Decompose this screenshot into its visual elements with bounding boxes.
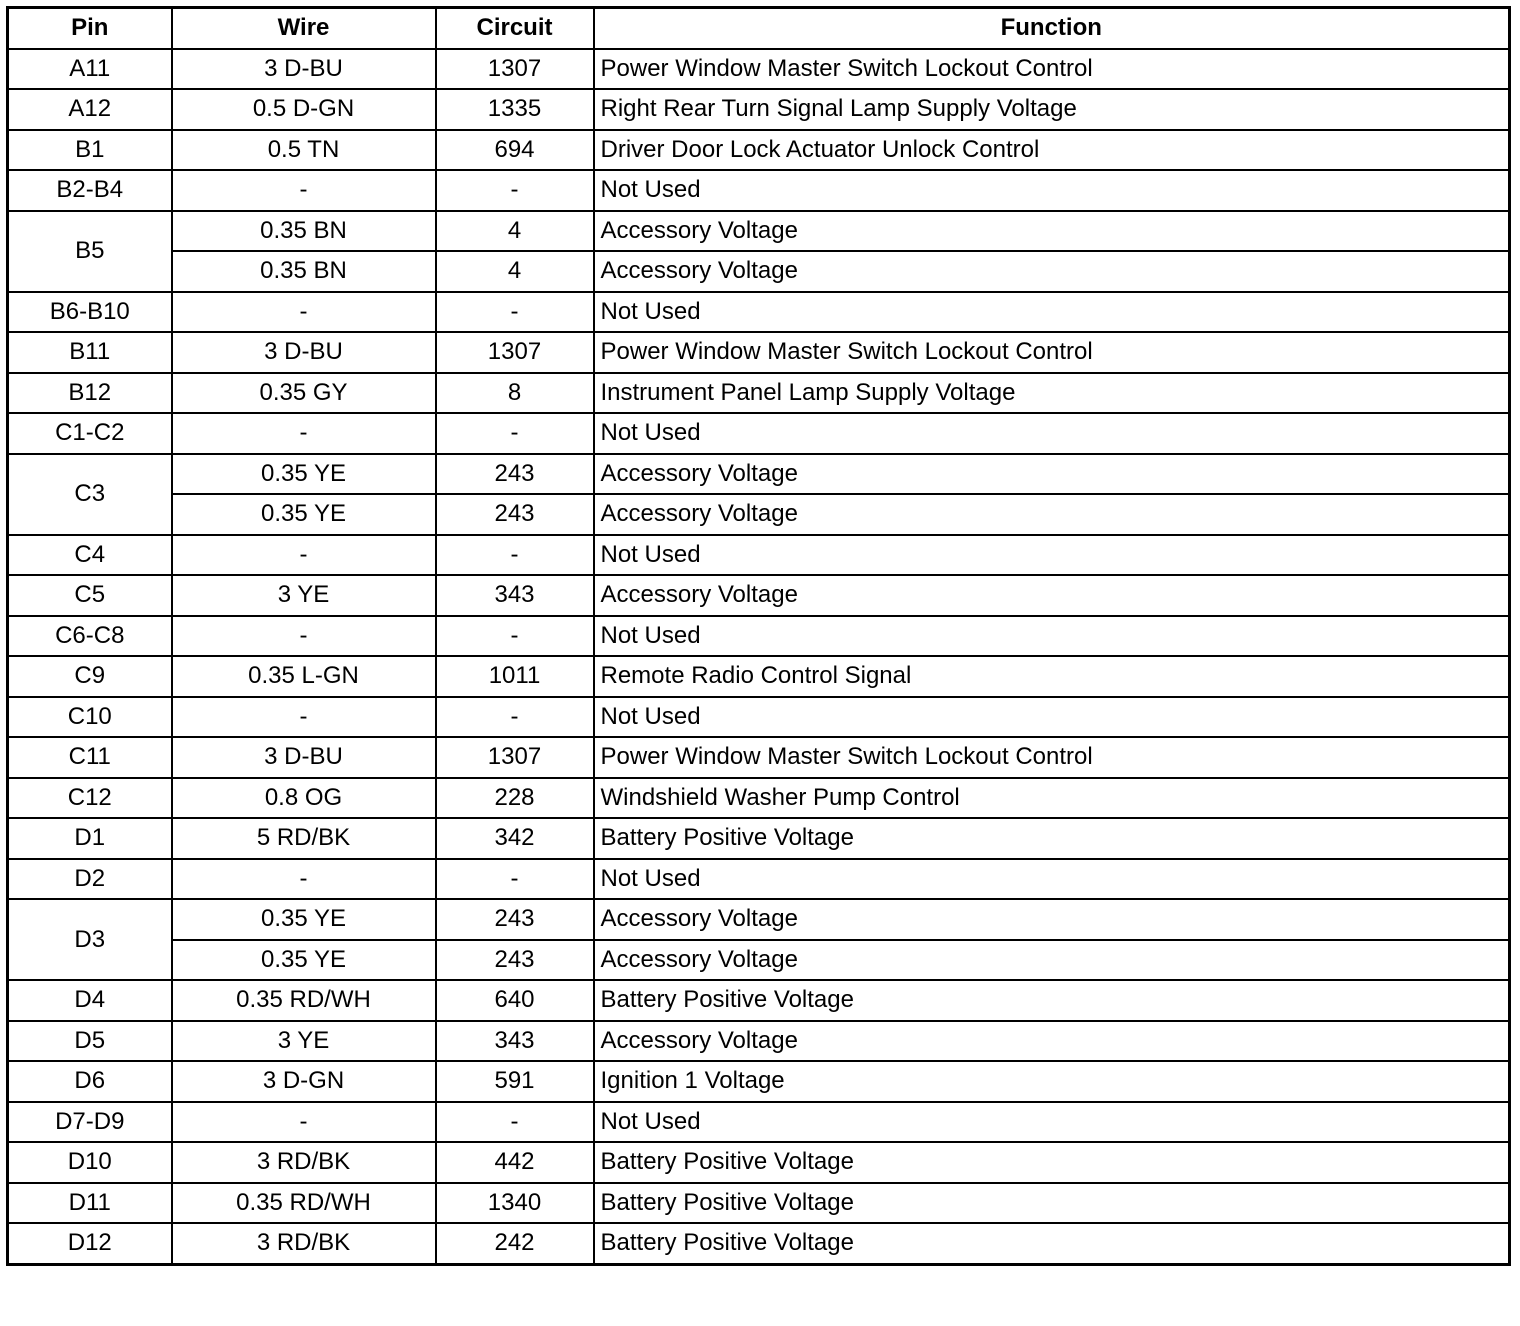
wire-cell: 0.35 YE	[172, 940, 436, 981]
circuit-cell: 243	[436, 899, 594, 940]
function-cell: Battery Positive Voltage	[594, 1142, 1510, 1183]
function-cell: Not Used	[594, 859, 1510, 900]
function-cell: Not Used	[594, 170, 1510, 211]
pin-cell: C10	[8, 697, 172, 738]
function-cell: Power Window Master Switch Lockout Control	[594, 332, 1510, 373]
pin-cell: D7-D9	[8, 1102, 172, 1143]
circuit-cell: -	[436, 859, 594, 900]
table-row	[8, 616, 1510, 657]
table-row	[8, 535, 1510, 576]
function-cell: Accessory Voltage	[594, 211, 1510, 252]
pin-cell: C1-C2	[8, 413, 172, 454]
table-row	[8, 575, 1510, 616]
circuit-cell: -	[436, 292, 594, 333]
circuit-cell: 228	[436, 778, 594, 819]
table-row	[8, 454, 1510, 495]
pin-cell: C5	[8, 575, 172, 616]
header-pin: Pin	[8, 8, 172, 49]
circuit-cell: 442	[436, 1142, 594, 1183]
table-row	[8, 1061, 1510, 1102]
pin-cell: A11	[8, 49, 172, 90]
circuit-cell: 1307	[436, 49, 594, 90]
wire-cell: 0.35 YE	[172, 899, 436, 940]
table-row	[8, 697, 1510, 738]
wire-cell: 0.35 GY	[172, 373, 436, 414]
wire-cell: 0.5 D-GN	[172, 89, 436, 130]
table-row	[8, 170, 1510, 211]
wire-cell: 3 D-BU	[172, 332, 436, 373]
wire-cell: 0.35 YE	[172, 494, 436, 535]
circuit-cell: -	[436, 535, 594, 576]
circuit-cell: 243	[436, 494, 594, 535]
table-row	[8, 332, 1510, 373]
wire-cell: -	[172, 616, 436, 657]
wire-cell: 3 D-GN	[172, 1061, 436, 1102]
function-cell: Accessory Voltage	[594, 1021, 1510, 1062]
table-row	[8, 818, 1510, 859]
function-cell: Right Rear Turn Signal Lamp Supply Voltage	[594, 89, 1510, 130]
table-row	[8, 1021, 1510, 1062]
table-row	[8, 656, 1510, 697]
pin-cell: D5	[8, 1021, 172, 1062]
pin-cell: D12	[8, 1223, 172, 1264]
wire-cell: 0.35 RD/WH	[172, 1183, 436, 1224]
pin-cell: D6	[8, 1061, 172, 1102]
wire-cell: -	[172, 413, 436, 454]
circuit-cell: 4	[436, 211, 594, 252]
wire-cell: 3 YE	[172, 575, 436, 616]
table-row	[8, 940, 1510, 981]
circuit-cell: 1307	[436, 332, 594, 373]
pin-cell: C6-C8	[8, 616, 172, 657]
function-cell: Battery Positive Voltage	[594, 980, 1510, 1021]
wire-cell: 0.35 BN	[172, 211, 436, 252]
function-cell: Accessory Voltage	[594, 251, 1510, 292]
table-row	[8, 1142, 1510, 1183]
function-cell: Instrument Panel Lamp Supply Voltage	[594, 373, 1510, 414]
wire-cell: 5 RD/BK	[172, 818, 436, 859]
function-cell: Accessory Voltage	[594, 575, 1510, 616]
pin-cell: B6-B10	[8, 292, 172, 333]
wire-cell: -	[172, 170, 436, 211]
circuit-cell: 640	[436, 980, 594, 1021]
function-cell: Accessory Voltage	[594, 494, 1510, 535]
function-cell: Accessory Voltage	[594, 454, 1510, 495]
wire-cell: -	[172, 292, 436, 333]
wire-cell: 0.5 TN	[172, 130, 436, 171]
circuit-cell: 243	[436, 940, 594, 981]
wire-cell: 0.8 OG	[172, 778, 436, 819]
table-row	[8, 1102, 1510, 1143]
function-cell: Battery Positive Voltage	[594, 1183, 1510, 1224]
pin-cell: D11	[8, 1183, 172, 1224]
pin-cell: C3	[8, 454, 172, 535]
table-row	[8, 292, 1510, 333]
function-cell: Not Used	[594, 535, 1510, 576]
circuit-cell: 4	[436, 251, 594, 292]
circuit-cell: 243	[436, 454, 594, 495]
function-cell: Accessory Voltage	[594, 899, 1510, 940]
wire-cell: -	[172, 859, 436, 900]
pin-cell: D4	[8, 980, 172, 1021]
header-circuit: Circuit	[436, 8, 594, 49]
table-row	[8, 49, 1510, 90]
table-row	[8, 899, 1510, 940]
function-cell: Not Used	[594, 1102, 1510, 1143]
function-cell: Ignition 1 Voltage	[594, 1061, 1510, 1102]
circuit-cell: 1011	[436, 656, 594, 697]
pin-cell: D10	[8, 1142, 172, 1183]
function-cell: Not Used	[594, 413, 1510, 454]
header-function: Function	[594, 8, 1510, 49]
function-cell: Power Window Master Switch Lockout Control	[594, 49, 1510, 90]
circuit-cell: 343	[436, 575, 594, 616]
circuit-cell: -	[436, 1102, 594, 1143]
table-row	[8, 494, 1510, 535]
function-cell: Battery Positive Voltage	[594, 818, 1510, 859]
wire-cell: -	[172, 697, 436, 738]
table-row	[8, 373, 1510, 414]
circuit-cell: -	[436, 413, 594, 454]
function-cell: Accessory Voltage	[594, 940, 1510, 981]
function-cell: Not Used	[594, 292, 1510, 333]
wire-cell: 3 RD/BK	[172, 1223, 436, 1264]
circuit-cell: 591	[436, 1061, 594, 1102]
pin-cell: C11	[8, 737, 172, 778]
circuit-cell: 8	[436, 373, 594, 414]
function-cell: Driver Door Lock Actuator Unlock Control	[594, 130, 1510, 171]
pin-cell: B11	[8, 332, 172, 373]
pin-cell: C4	[8, 535, 172, 576]
wire-cell: 3 RD/BK	[172, 1142, 436, 1183]
table-row	[8, 413, 1510, 454]
table-row	[8, 1183, 1510, 1224]
wire-cell: 0.35 RD/WH	[172, 980, 436, 1021]
pinout-table	[6, 6, 1511, 1266]
table-row	[8, 89, 1510, 130]
header-wire: Wire	[172, 8, 436, 49]
function-cell: Windshield Washer Pump Control	[594, 778, 1510, 819]
circuit-cell: 694	[436, 130, 594, 171]
wire-cell: -	[172, 1102, 436, 1143]
function-cell: Not Used	[594, 616, 1510, 657]
table-row	[8, 1223, 1510, 1264]
table-row	[8, 211, 1510, 252]
pin-cell: D1	[8, 818, 172, 859]
function-cell: Battery Positive Voltage	[594, 1223, 1510, 1264]
wire-cell: 0.35 YE	[172, 454, 436, 495]
circuit-cell: -	[436, 170, 594, 211]
table-row	[8, 737, 1510, 778]
pin-cell: A12	[8, 89, 172, 130]
circuit-cell: 343	[436, 1021, 594, 1062]
pin-cell: B2-B4	[8, 170, 172, 211]
pin-cell: B12	[8, 373, 172, 414]
wire-cell: 0.35 BN	[172, 251, 436, 292]
pin-cell: B5	[8, 211, 172, 292]
wire-cell: 3 D-BU	[172, 49, 436, 90]
function-cell: Power Window Master Switch Lockout Control	[594, 737, 1510, 778]
wire-cell: 3 YE	[172, 1021, 436, 1062]
pinout-table-body	[8, 49, 1510, 1265]
circuit-cell: 1307	[436, 737, 594, 778]
wire-cell: 0.35 L-GN	[172, 656, 436, 697]
pin-cell: D3	[8, 899, 172, 980]
table-row	[8, 251, 1510, 292]
function-cell: Not Used	[594, 697, 1510, 738]
table-row	[8, 778, 1510, 819]
circuit-cell: -	[436, 697, 594, 738]
function-cell: Remote Radio Control Signal	[594, 656, 1510, 697]
pin-cell: C9	[8, 656, 172, 697]
circuit-cell: 342	[436, 818, 594, 859]
table-row	[8, 130, 1510, 171]
circuit-cell: 1335	[436, 89, 594, 130]
circuit-cell: -	[436, 616, 594, 657]
pin-cell: B1	[8, 130, 172, 171]
table-row	[8, 859, 1510, 900]
circuit-cell: 1340	[436, 1183, 594, 1224]
circuit-cell: 242	[436, 1223, 594, 1264]
pin-cell: D2	[8, 859, 172, 900]
pin-cell: C12	[8, 778, 172, 819]
wire-cell: -	[172, 535, 436, 576]
table-row	[8, 980, 1510, 1021]
header-row	[8, 8, 1510, 49]
connector-pinout-document	[6, 6, 1508, 1266]
wire-cell: 3 D-BU	[172, 737, 436, 778]
